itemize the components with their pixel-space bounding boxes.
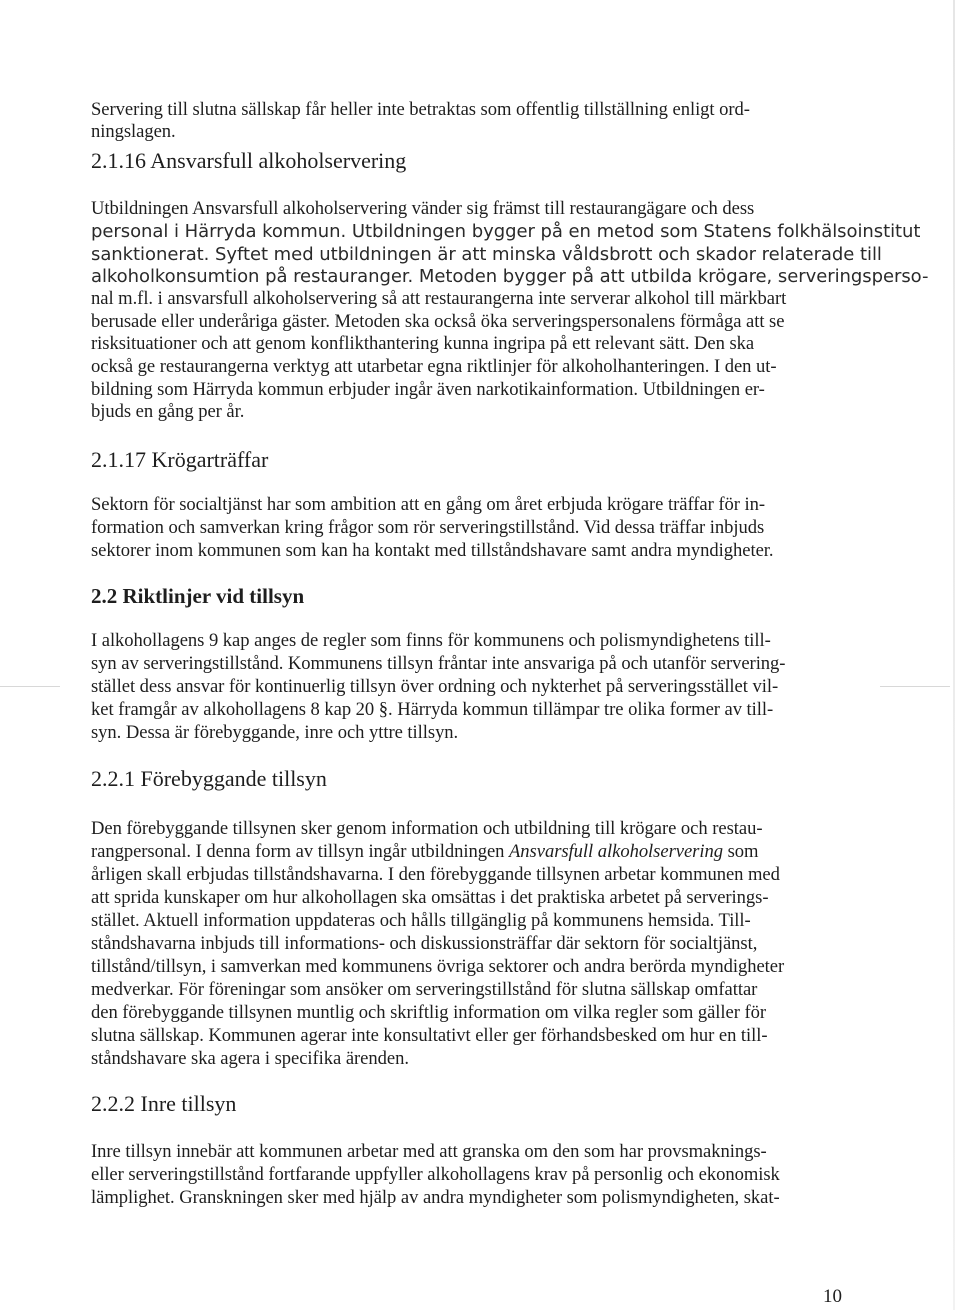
paragraph-line: medverkar. För föreningar som ansöker om serveringstillstånd för slutna sällskap omfattar (91, 979, 758, 1000)
paragraph-line: alkoholkonsumtion på restauranger. Metoden bygger på att utbilda krögare, serveringsperso- (91, 266, 929, 287)
paragraph-line: risksituationer och att genom konflikthantering kunna ingripa på ett relevant sätt. Den ska (91, 333, 755, 354)
paragraph-line: ståndshavarna inbjuds till informations- och diskussionsträffar där sektorn för socialtjänst, (91, 933, 758, 954)
paragraph-line: berusade eller underåriga gäster. Metoden ska också öka serveringspersonalens förmåga att se (91, 311, 785, 332)
paragraph-line: ståndshavare ska agera i specifika ärenden. (91, 1048, 409, 1069)
section-heading-2-2: 2.2 Riktlinjer vid tillsyn (91, 584, 305, 608)
section-heading-2-2-2: 2.2.2 Inre tillsyn (91, 1091, 237, 1116)
paragraph-line: sektorer inom kommunen som kan ha kontakt med tillståndshavare samt andra myndigheter. (91, 540, 774, 561)
paragraph-line: Utbildningen Ansvarsfull alkoholservering vänder sig främst till restaurangägare och dess (91, 198, 755, 219)
paragraph-line: syn av serveringstillstånd. Kommunens tillsyn fråntar inte ansvariga på och utanför servering- (91, 653, 786, 674)
scan-edge-shadow (953, 0, 955, 1310)
paragraph-line: ket framgår av alkohollagens 8 kap 20 §. Härryda kommun tillämpar tre olika former av till- (91, 699, 774, 720)
paragraph-line: slutna sällskap. Kommunen agerar inte konsultativt eller ger förhandsbesked om hur en till- (91, 1025, 768, 1046)
paragraph-line: personal i Härryda kommun. Utbildningen bygger på en metod som Statens folkhälsoinstitut (91, 221, 921, 242)
section-heading-2-1-16: 2.1.16 Ansvarsfull alkoholservering (91, 148, 407, 173)
paragraph-line: nal m.fl. i ansvarsfull alkoholservering så att restaurangerna inte serverar alkohol till märkbart (91, 288, 787, 309)
scan-artifact-line-right (880, 686, 950, 687)
paragraph-line: också ge restaurangerna verktyg att utarbetar egna riktlinjer för alkoholhanteringen. I den ut- (91, 356, 777, 377)
paragraph-line: årligen skall erbjudas tillståndshavarna. I den förebyggande tillsynen arbetar kommunen med (91, 864, 780, 885)
paragraph-line: Sektorn för socialtjänst har som ambition att en gång om året erbjuda krögare träffar för in- (91, 494, 765, 515)
paragraph-line: Servering till slutna sällskap får heller inte betraktas som offentlig tillställning enligt ord- (91, 99, 750, 120)
paragraph-line: eller serveringstillstånd fortfarande uppfyller alkohollagens krav på personlig och ekonomisk (91, 1164, 780, 1185)
paragraph-line: formation och samverkan kring frågor som rör serveringstillstånd. Vid dessa träffar inbjuds (91, 517, 765, 538)
paragraph-text: rangpersonal. I denna form av tillsyn ingår utbildningen (91, 841, 509, 862)
paragraph-line: ningslagen. (91, 121, 176, 142)
paragraph-line-with-emphasis (91, 841, 758, 863)
paragraph-line: Inre tillsyn innebär att kommunen arbetar med att granska om den som har provsmaknings- (91, 1141, 767, 1162)
paragraph-line: tillstånd/tillsyn, i samverkan med kommunens övriga sektorer och andra berörda myndigheter (91, 956, 785, 977)
section-heading-2-1-17: 2.1.17 Krögarträffar (91, 447, 269, 472)
paragraph-line: sanktionerat. Syftet med utbildningen är att minska våldsbrott och skador relaterade till (91, 244, 882, 265)
scan-artifact-line-left (0, 686, 60, 687)
paragraph-line: stället dess ansvar för kontinuerlig tillsyn över ordning och nykterhet på serveringsstället vil- (91, 676, 779, 697)
page-number: 10 (823, 1286, 842, 1307)
paragraph-text: som (722, 841, 759, 862)
course-name-emphasis: Ansvarsfull alkoholservering (509, 841, 723, 862)
paragraph-line: Den förebyggande tillsynen sker genom information och utbildning till krögare och restau- (91, 818, 763, 839)
paragraph-line: bjuds en gång per år. (91, 401, 245, 422)
paragraph-line: att sprida kunskaper om hur alkohollagen ska omsättas i det praktiska arbetet på serverings- (91, 887, 769, 908)
paragraph-line: stället. Aktuell information uppdateras och hålls tillgänglig på kommunens hemsida. Till- (91, 910, 751, 931)
paragraph-line: bildning som Härryda kommun erbjuder ingår även narkotikainformation. Utbildningen er- (91, 379, 765, 400)
paragraph-line: lämplighet. Granskningen sker med hjälp av andra myndigheter som polismyndigheten, skat- (91, 1187, 780, 1208)
paragraph-line: syn. Dessa är förebyggande, inre och yttre tillsyn. (91, 722, 459, 743)
section-heading-2-2-1: 2.2.1 Förebyggande tillsyn (91, 766, 327, 791)
paragraph-line: den förebyggande tillsynen muntlig och skriftlig information om vilka regler som gäller för (91, 1002, 766, 1023)
paragraph-line: I alkohollagens 9 kap anges de regler som finns för kommunens och polismyndighetens till- (91, 630, 771, 651)
